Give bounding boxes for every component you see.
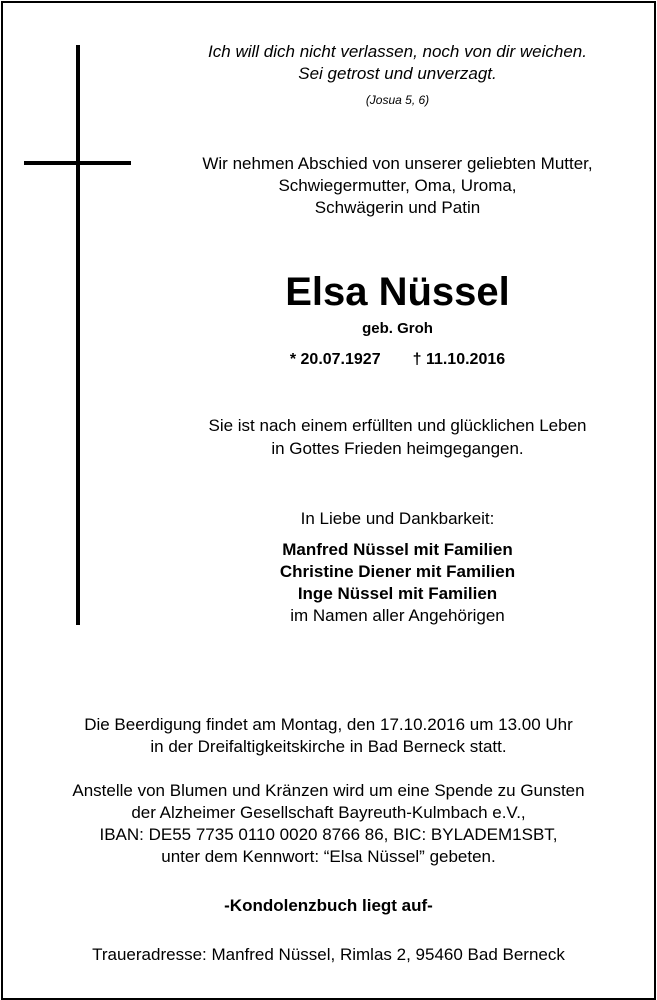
mourners-list — [150, 539, 645, 627]
maiden-name: geb. Groh — [362, 320, 433, 337]
mourners-closing: im Namen aller Angehörigen — [290, 606, 505, 625]
mourners-heading: In Liebe und Dankbarkeit: — [300, 509, 495, 528]
memorial-line: Sie ist nach einem erfüllten und glücklichen Leben — [208, 416, 587, 435]
donation-line: unter dem Kennwort: “Elsa Nüssel” gebeten. — [161, 847, 496, 866]
death-date: † 11.10.2016 — [412, 351, 506, 368]
mourner-name: Inge Nüssel mit Familien — [297, 584, 498, 603]
funeral-line: Die Beerdigung findet am Montag, den 17.10.2016 um 13.00 Uhr — [84, 715, 573, 734]
life-dates — [150, 350, 645, 370]
funeral-notice — [10, 714, 647, 758]
mourning-address: Traueradresse: Manfred Nüssel, Rimlas 2, 95460 Bad Berneck — [92, 945, 565, 964]
donation-line: Anstelle von Blumen und Kränzen wird um eine Spende zu Gunsten — [72, 781, 585, 800]
memorial-text — [150, 414, 645, 460]
birth-date: * 20.07.1927 — [289, 351, 381, 368]
mourner-name: Manfred Nüssel mit Familien — [282, 540, 513, 559]
donation-line: IBAN: DE55 7735 0110 0020 8766 86, BIC: BYLADEM1SBT, — [99, 825, 558, 844]
farewell-intro — [150, 153, 645, 219]
deceased-name: Elsa Nüssel — [285, 270, 510, 314]
verse-reference: (Josua 5, 6) — [365, 93, 430, 107]
memorial-line: in Gottes Frieden heimgegangen. — [271, 439, 524, 458]
cross-icon-horizontal-bar — [24, 161, 131, 165]
verse-line: Ich will dich nicht verlassen, noch von dir weichen. — [208, 42, 587, 61]
intro-line: Schwägerin und Patin — [314, 198, 481, 217]
verse-line: Sei getrost und unverzagt. — [298, 64, 497, 83]
bible-verse — [150, 41, 645, 85]
donation-notice — [10, 780, 647, 868]
mourner-name: Christine Diener mit Familien — [279, 562, 516, 581]
donation-line: der Alzheimer Gesellschaft Bayreuth-Kulmbach e.V., — [131, 803, 526, 822]
cross-icon-vertical-bar — [76, 45, 80, 625]
condolence-book-note: -Kondolenzbuch liegt auf- — [224, 896, 433, 915]
intro-line: Wir nehmen Abschied von unserer geliebten Mutter, — [202, 154, 593, 173]
funeral-line: in der Dreifaltigkeitskirche in Bad Berneck statt. — [150, 737, 507, 756]
intro-line: Schwiegermutter, Oma, Uroma, — [278, 176, 517, 195]
